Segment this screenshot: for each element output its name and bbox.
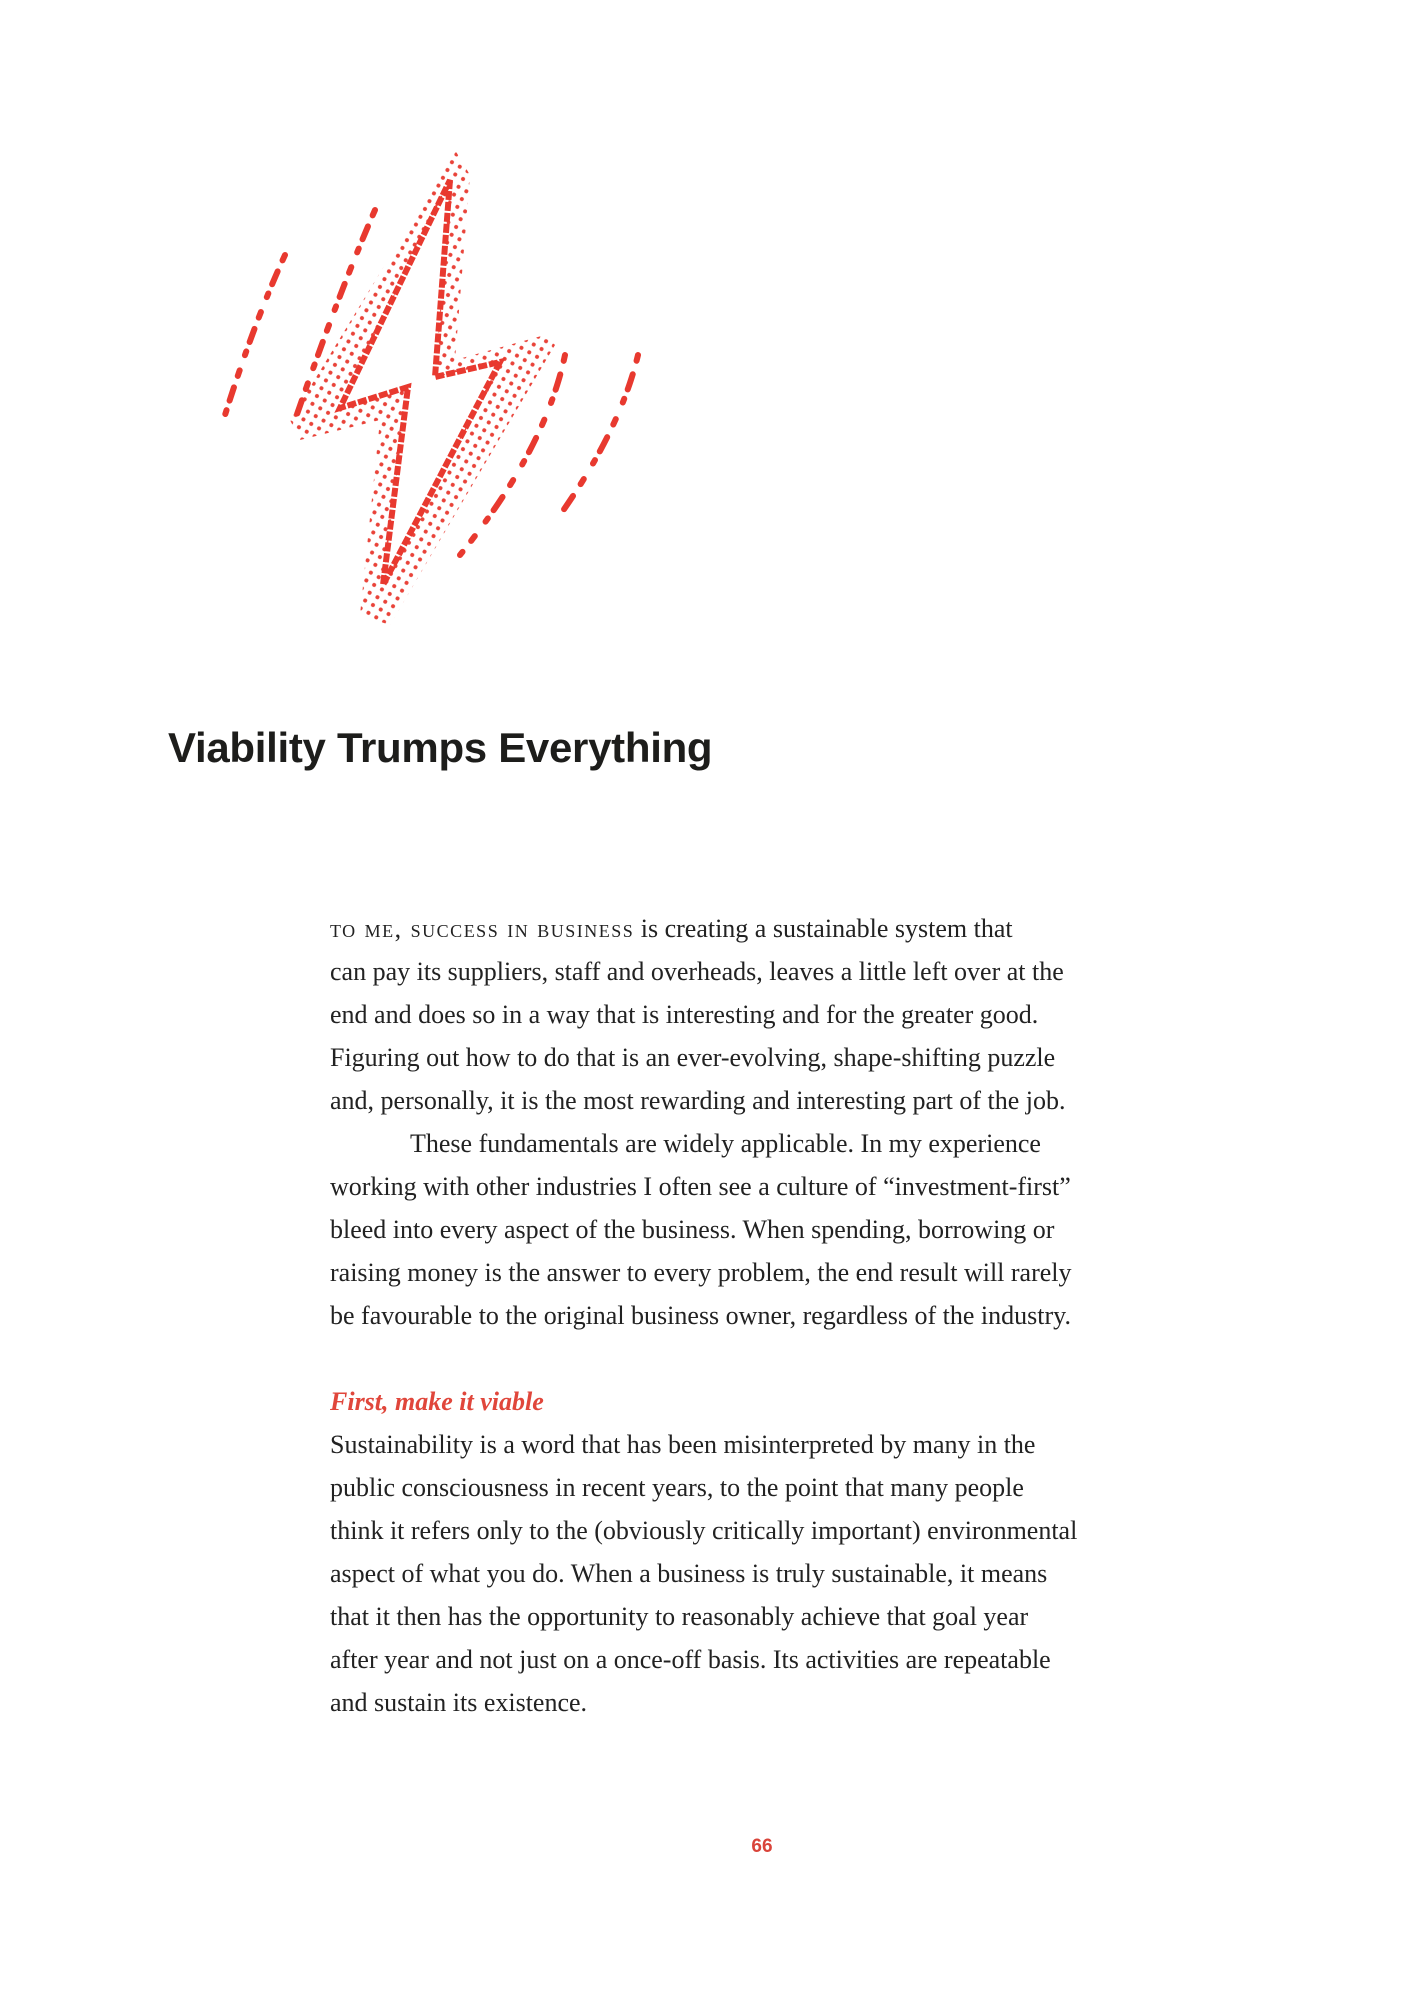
page-title: Viability Trumps Everything [168, 724, 713, 771]
text-line: be favourable to the original business owner, regardless of the industry. [330, 1301, 1071, 1330]
text-line: aspect of what you do. When a business is truly sustainable, it means [330, 1559, 1048, 1588]
lead-in: to me, success in business [330, 914, 635, 943]
text-line: These fundamentals are widely applicable. In my experience [410, 1129, 1041, 1158]
paragraph-3 [330, 1423, 1210, 1724]
text-line: and sustain its existence. [330, 1688, 588, 1717]
text-line [330, 907, 1210, 950]
text-fragment: is creating a sustainable system that [634, 914, 1013, 943]
text-line: Figuring out how to do that is an ever-evolving, shape-shifting puzzle [330, 1043, 1056, 1072]
text-line: that it then has the opportunity to reasonably achieve that goal year [330, 1602, 1029, 1631]
text-line: after year and not just on a once-off basis. Its activities are repeatable [330, 1645, 1051, 1674]
text-line: can pay its suppliers, staff and overheads, leaves a little left over at the [330, 957, 1064, 986]
spacer [330, 1337, 1210, 1380]
text-line: working with other industries I often see a culture of “investment-first” [330, 1172, 1071, 1201]
text-line: and, personally, it is the most rewarding and interesting part of the job. [330, 1086, 1066, 1115]
text-line: public consciousness in recent years, to the point that many people [330, 1473, 1024, 1502]
page-number: 66 [751, 1836, 773, 1857]
text-line: think it refers only to the (obviously critically important) environmental [330, 1516, 1078, 1545]
text-line: Sustainability is a word that has been misinterpreted by many in the [330, 1430, 1036, 1459]
body-text [330, 907, 1210, 1724]
text-line: end and does so in a way that is interesting and for the greater good. [330, 1000, 1039, 1029]
paragraph-2 [330, 1122, 1210, 1337]
text-line: raising money is the answer to every problem, the end result will rarely [330, 1258, 1072, 1287]
text-line: bleed into every aspect of the business. When spending, borrowing or [330, 1215, 1055, 1244]
section-subheading: First, make it viable [330, 1387, 544, 1416]
paragraph-1 [330, 907, 1210, 1122]
lightning-bolt-icon [0, 0, 700, 680]
